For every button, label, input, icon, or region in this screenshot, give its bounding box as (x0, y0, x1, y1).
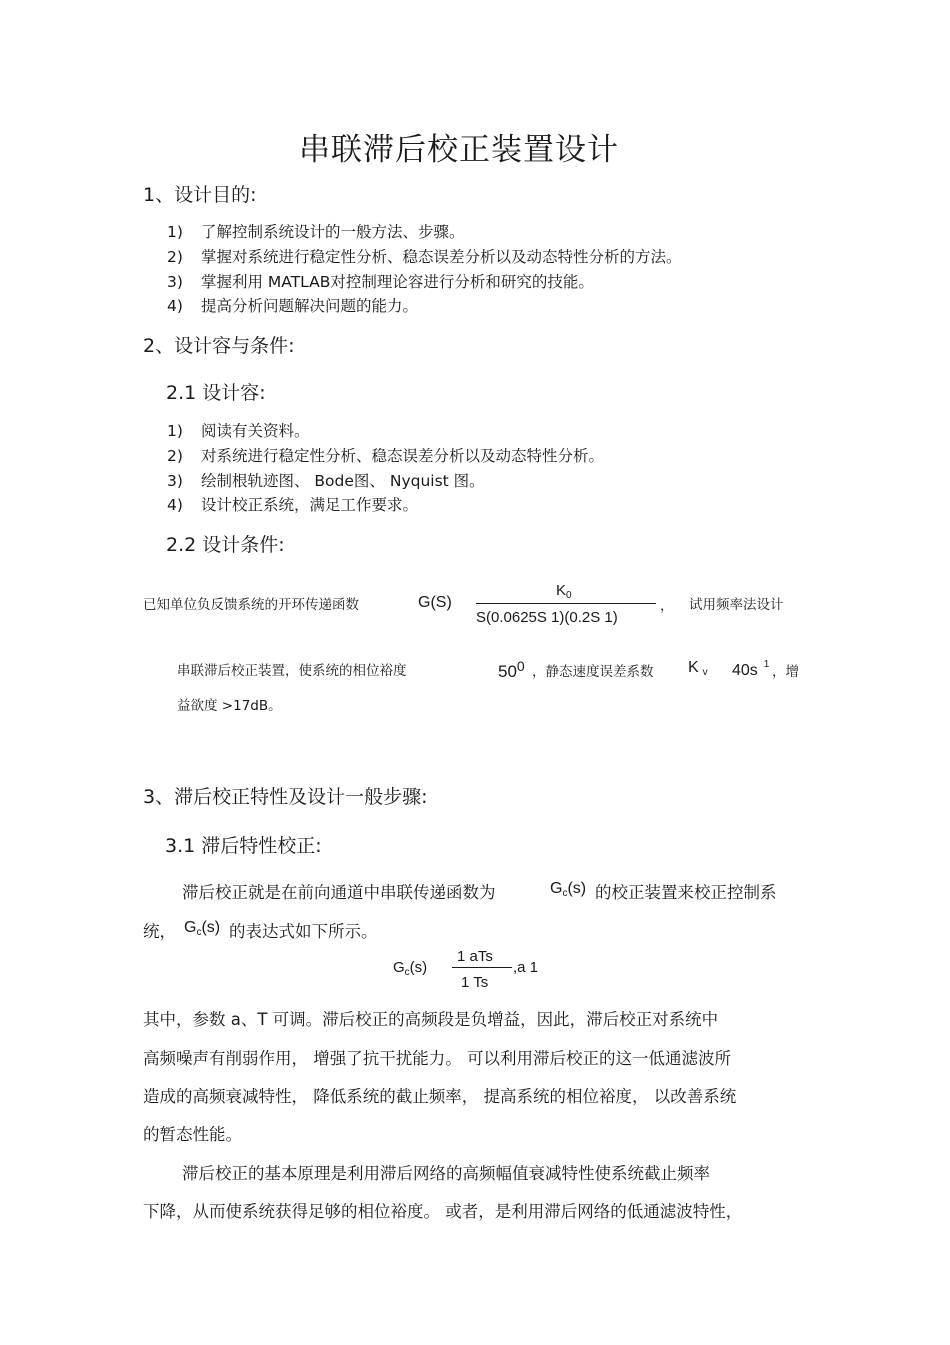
equation-numerator: 1 aTs (457, 948, 493, 965)
paragraph-line: 高频噪声有削弱作用， 增强了抗干扰能力。 可以利用滞后校正的这一低通滤波所 (143, 1049, 731, 1068)
condition-text: 益欲度 >17dB。 (177, 698, 282, 714)
fraction-numerator (556, 582, 572, 601)
list-item (167, 493, 418, 515)
list-item-number: 2) (167, 248, 183, 266)
gc-symbol: G (184, 919, 197, 936)
fraction-bar (476, 603, 656, 604)
gc-symbol: G (393, 959, 405, 976)
list-item-text: 掌握利用 MATLAB对控制理论容进行分析和研究的技能。 (201, 273, 594, 291)
list-item (167, 469, 485, 491)
kv-number: 40s (732, 662, 758, 679)
inline-transfer-function (550, 880, 586, 899)
gain-subscript: 0 (566, 590, 572, 601)
condition-text: ，静态速度误差系数 (532, 664, 654, 680)
condition-comma: ， (660, 598, 674, 614)
inline-transfer-function (184, 919, 220, 938)
list-item-number: 3) (167, 472, 183, 490)
phase-margin-number: 50 (498, 662, 517, 681)
list-item-text: 设计校正系统，满足工作要求。 (201, 496, 419, 514)
paragraph-line: 统， (143, 922, 176, 941)
list-item-number: 2) (167, 447, 183, 465)
list-item-number: 3) (167, 273, 183, 291)
paragraph-line: 其中，参数 a、T 可调。滞后校正的高频段是负增益，因此，滞后校正对系统中 (143, 1010, 719, 1029)
gain-symbol: K (556, 582, 567, 599)
gc-argument: (s) (567, 880, 587, 897)
degree-superscript: 0 (516, 658, 525, 674)
condition-text: 试用频率法设计 (689, 597, 784, 613)
list-item-number: 1) (167, 223, 183, 241)
list-item (167, 245, 682, 267)
gc-argument: (s) (409, 959, 428, 976)
gc-symbol: G (550, 880, 563, 897)
list-item-number: 1) (167, 422, 183, 440)
velocity-error-value (732, 659, 769, 680)
condition-text: 串联滞后校正装置，使系统的相位裕度 (177, 663, 407, 679)
velocity-error-symbol (688, 659, 708, 678)
equation-condition: ,a 1 (513, 959, 539, 976)
section-2-heading: 2、设计容与条件: (143, 335, 295, 357)
page-title: 串联滞后校正装置设计 (299, 132, 619, 168)
list-item-number: 4) (167, 297, 183, 315)
list-item-text: 掌握对系统进行稳定性分析、稳态误差分析以及动态特性分析的方法。 (201, 248, 682, 266)
kv-superscript: 1 (763, 659, 770, 670)
list-item (167, 444, 604, 466)
condition-text: ，增 (772, 664, 799, 680)
list-item (167, 220, 465, 242)
kv-subscript: v (702, 667, 708, 678)
paragraph-line: 滞后校正就是在前向通道中串联传递函数为 (182, 883, 496, 902)
subsection-2-2-heading: 2.2 设计条件: (166, 534, 285, 556)
list-item-text: 阅读有关资料。 (201, 422, 310, 440)
gc-subscript: c (404, 967, 410, 978)
equation-denominator: 1 Ts (461, 974, 489, 991)
list-item-text: 了解控制系统设计的一般方法、步骤。 (201, 223, 465, 241)
paragraph-line: 滞后校正的基本原理是利用滞后网络的高频幅值衰减特性使系统截止频率 (182, 1164, 710, 1183)
gc-subscript: c (196, 927, 202, 938)
list-item-text: 对系统进行稳定性分析、稳态误差分析以及动态特性分析。 (201, 447, 605, 465)
subsection-3-1-heading: 3.1 滞后特性校正: (165, 835, 322, 857)
gc-subscript: c (562, 888, 568, 899)
fraction-denominator: S(0.0625S 1)(0.2S 1) (476, 609, 618, 626)
gc-argument: (s) (201, 919, 221, 936)
equation-lhs (393, 959, 427, 978)
section-3-heading: 3、滞后校正特性及设计一般步骤: (143, 786, 428, 808)
paragraph-line: 的表达式如下所示。 (229, 922, 378, 941)
list-item-text: 提高分析问题解决问题的能力。 (201, 297, 419, 315)
phase-margin-value (498, 658, 525, 682)
paragraph-line: 的校正装置来校正控制系 (595, 883, 777, 902)
kv-symbol: K (688, 659, 699, 676)
paragraph-line: 的暂态性能。 (143, 1125, 242, 1144)
equation-fraction-bar (452, 967, 512, 968)
list-item (167, 419, 310, 441)
condition-text: 已知单位负反馈系统的开环传递函数 (143, 597, 359, 613)
paragraph-line: 造成的高频衰减特性， 降低系统的截止频率， 提高系统的相位裕度， 以改善系统 (143, 1087, 737, 1106)
list-item-number: 4) (167, 496, 183, 514)
subsection-2-1-heading: 2.1 设计容: (166, 382, 266, 404)
list-item (167, 270, 594, 292)
list-item (167, 294, 418, 316)
section-1-heading: 1、设计目的: (143, 184, 257, 206)
transfer-function-lhs: G(S) (418, 594, 452, 611)
paragraph-line: 下降，从而使系统获得足够的相位裕度。 或者，是利用滞后网络的低通滤波特性， (143, 1202, 743, 1221)
list-item-text: 绘制根轨迹图、 Bode图、 Nyquist 图。 (201, 472, 485, 490)
